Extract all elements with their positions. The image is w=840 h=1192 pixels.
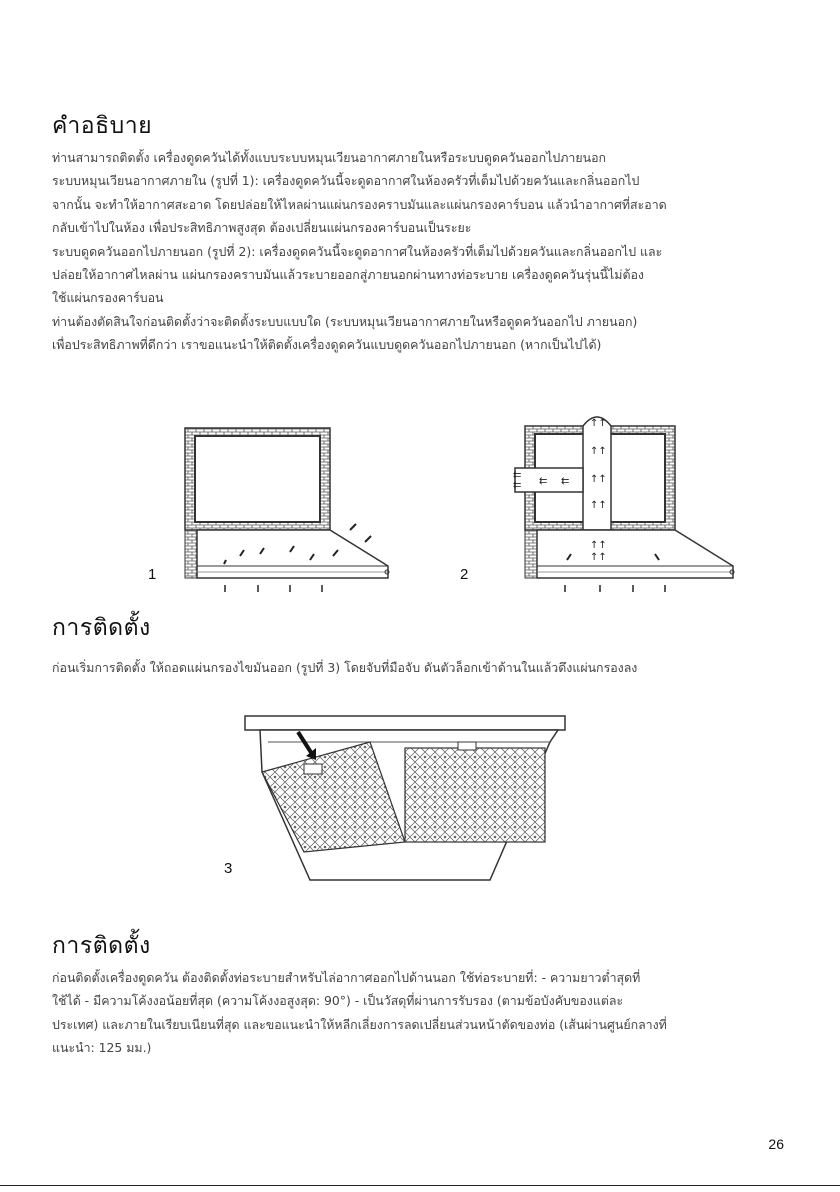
figure-3-filter-removal-diagram bbox=[240, 712, 575, 884]
svg-text:⇇: ⇇ bbox=[513, 470, 522, 481]
page-number: 26 bbox=[768, 1136, 784, 1152]
svg-text:↑↑: ↑↑ bbox=[590, 552, 607, 563]
description-paragraph bbox=[52, 146, 792, 357]
text-line: ระบบดูดควันออกไปภายนอก (รูปที่ 2): เครื่องดูดควันนี้จะดูดอากาศในห้องครัวที่เต็มไปด้วยควันและกลิ่นออกไป และ bbox=[52, 243, 663, 259]
installation-duct-paragraph bbox=[52, 966, 792, 1060]
svg-text:⇇: ⇇ bbox=[539, 476, 548, 487]
svg-text:↑↑: ↑↑ bbox=[590, 474, 607, 485]
text-line: ก่อนเริ่มการติดตั้ง ให้ถอดแผ่นกรองไขมันออก (รูปที่ 3) โดยจับที่มือจับ ดันตัวล็อกเข้าด้านในแล้วดึงแผ่นกรองลง bbox=[52, 660, 638, 675]
section-heading-installation-filter: การติดตั้ง bbox=[52, 615, 151, 641]
text-line: ก่อนติดตั้งเครื่องดูดควัน ต้องติดตั้งท่อระบายสำหรับไล่อากาศออกไปด้านนอก ใช้ท่อระบายที่: - ความยาวต่ำสุดที่ bbox=[52, 970, 641, 985]
svg-text:↑↑: ↑↑ bbox=[590, 540, 607, 551]
text-line: ประเทศ) และภายในเรียบเนียนที่สุด และขอแนะนำให้หลีกเลี่ยงการลดเปลี่ยนส่วนหน้าตัดของท่อ (เส้นผ่านศูนย์กลางที่ bbox=[52, 1016, 667, 1032]
section-heading-description: คำอธิบาย bbox=[52, 113, 153, 139]
svg-text:⇇: ⇇ bbox=[513, 480, 522, 491]
svg-text:↑↑: ↑↑ bbox=[590, 500, 607, 511]
text-line: จากนั้น จะทำให้อากาศสะอาด โดยปล่อยให้ไหลผ่านแผ่นกรองคราบมันและแผ่นกรองคาร์บอน แล้วนำอากาศที่สะอาด bbox=[52, 196, 667, 212]
text-line: ระบบหมุนเวียนอากาศภายใน (รูปที่ 1): เครื่องดูดควันนี้จะดูดอากาศในห้องครัวที่เต็มไปด้วยควันและกลิ่นออกไป bbox=[52, 173, 640, 189]
text-line: แนะนำ: 125 มม.) bbox=[52, 1040, 152, 1056]
text-line: ปล่อยให้อากาศไหลผ่าน แผ่นกรองคราบมันแล้วระบายออกสู่ภายนอกผ่านทางท่อระบาย เครื่องดูดควันรุ่นนี้ไม่ต้อง bbox=[52, 267, 644, 283]
svg-text:↑↑: ↑↑ bbox=[590, 418, 607, 429]
svg-text:⇇: ⇇ bbox=[561, 476, 570, 487]
text-line: เพื่อประสิทธิภาพที่ดีกว่า เราขอแนะนำให้ติดตั้งเครื่องดูดควันแบบดูดควันออกไปภายนอก (หากเป็นไปได้) bbox=[52, 337, 602, 353]
figure-3-label: 3 bbox=[224, 860, 233, 877]
text-line: ท่านสามารถติดตั้ง เครื่องดูดควันได้ทั้งแบบระบบหมุนเวียนอากาศภายในหรือระบบดูดควันออกไปภายนอก bbox=[52, 150, 607, 165]
bottom-rule bbox=[0, 1185, 840, 1186]
svg-text:↑↑: ↑↑ bbox=[590, 446, 607, 457]
text-line: ใช้ได้ - มีความโค้งงอน้อยที่สุด (ความโค้งงอสูงสุด: 90°) - เป็นวัสดุที่ผ่านการรับรอง (ตามข้อบังคับของแต่ละ bbox=[52, 993, 624, 1009]
figure-1-recirculation-diagram bbox=[140, 420, 410, 595]
text-line: กลับเข้าไปในห้อง เพื่อประสิทธิภาพสูงสุด ต้องเปลี่ยนแผ่นกรองคาร์บอนเป็นระยะ bbox=[52, 220, 472, 236]
figure-2-exhaust-diagram bbox=[505, 408, 755, 595]
text-line: ใช้แผ่นกรองคาร์บอน bbox=[52, 290, 164, 306]
section-heading-installation-duct: การติดตั้ง bbox=[52, 933, 151, 959]
figure-1-label: 1 bbox=[148, 566, 157, 583]
installation-filter-paragraph bbox=[52, 656, 792, 679]
figure-2-label: 2 bbox=[460, 566, 469, 583]
text-line: ท่านต้องตัดสินใจก่อนติดตั้งว่าจะติดตั้งระบบแบบใด (ระบบหมุนเวียนอากาศภายในหรือดูดควันออกไป ภายนอก) bbox=[52, 313, 638, 329]
